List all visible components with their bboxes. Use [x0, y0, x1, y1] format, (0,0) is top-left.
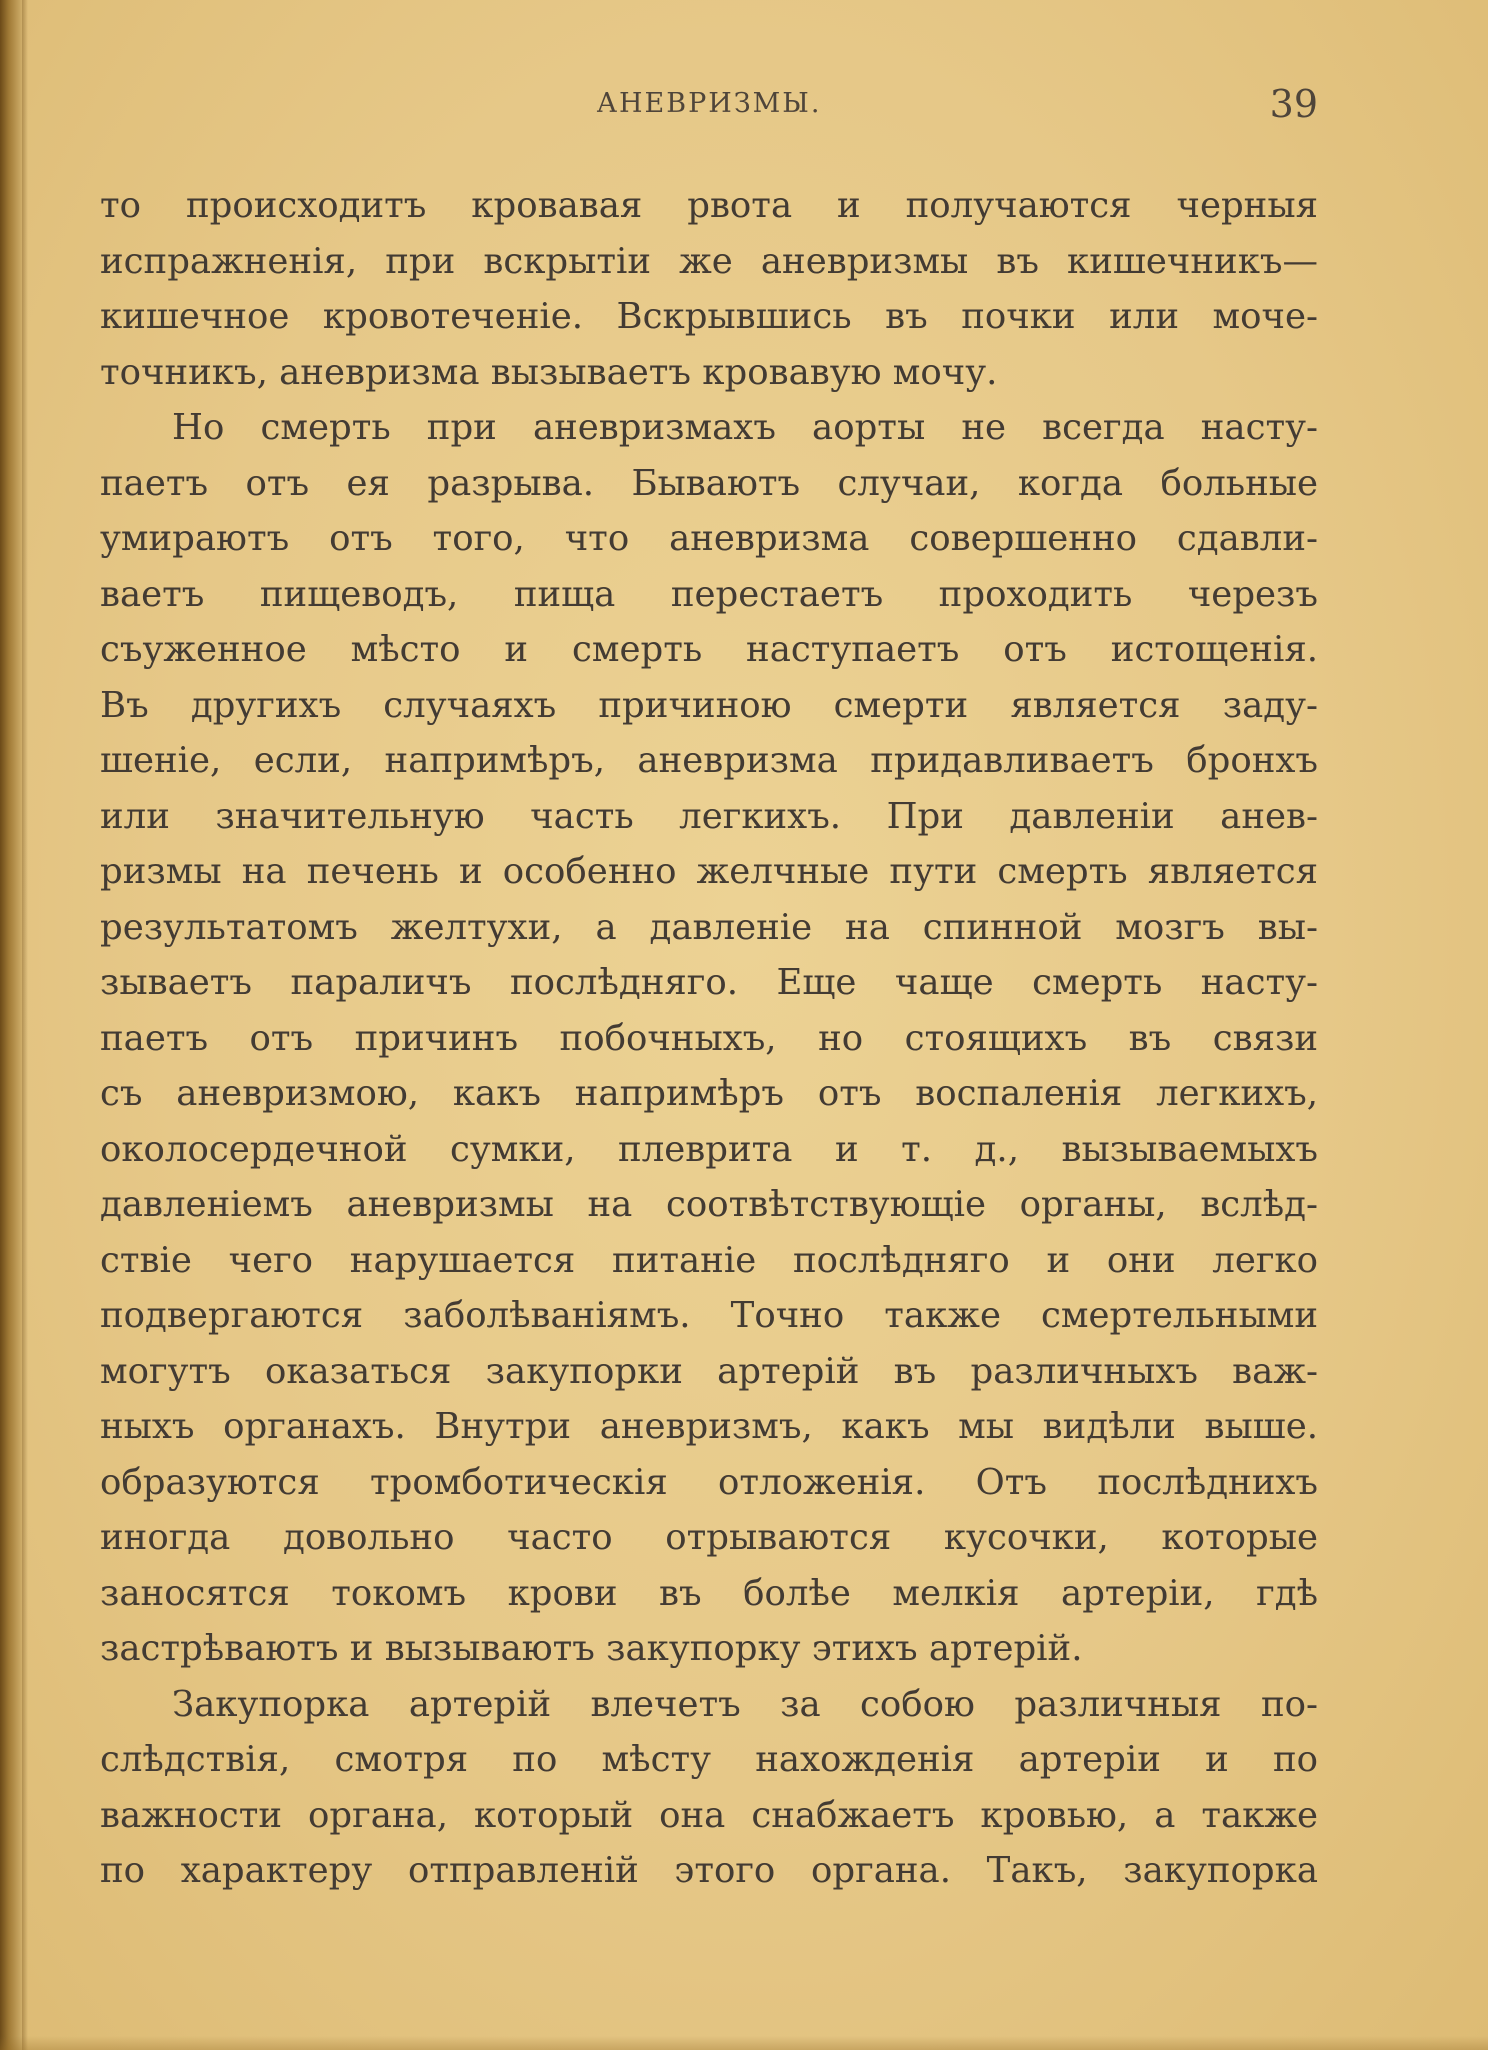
- text-line: кишечное кровотеченіе. Вскрывшись въ почки или моче-: [100, 296, 1318, 337]
- text-line: зываетъ параличъ послѣдняго. Еще чаще смерть насту-: [100, 962, 1318, 1003]
- text-line: Закупорка артерій влечетъ за собою различныя по-: [172, 1683, 1318, 1725]
- text-line: образуются тромботическія отложенія. Отъ послѣднихъ: [100, 1461, 1318, 1503]
- text-line: заносятся токомъ крови въ болѣе мелкія артеріи, гдѣ: [100, 1572, 1318, 1614]
- text-line: застрѣваютъ и вызываютъ закупорку этихъ артерій.: [100, 1628, 1083, 1669]
- text-line: результатомъ желтухи, а давленіе на спинной мозгъ вы-: [100, 906, 1318, 948]
- text-line: точникъ, аневризма вызываетъ кровавую мочу.: [100, 351, 998, 393]
- body-text: [100, 178, 1318, 1899]
- text-line: шеніе, если, напримѣръ, аневризма придавливаетъ бронхъ: [100, 740, 1318, 781]
- text-line: важности органа, который она снабжаетъ кровью, а также: [100, 1794, 1318, 1836]
- text-line: съ аневризмою, какъ напримѣръ отъ воспаленія легкихъ,: [100, 1073, 1318, 1114]
- text-line: съуженное мѣсто и смерть наступаетъ отъ истощенія.: [100, 629, 1318, 670]
- page-number: 39: [1269, 82, 1318, 126]
- text-line: давленіемъ аневризмы на соотвѣтствующіе органы, вслѣд-: [100, 1184, 1318, 1225]
- text-line: слѣдствія, смотря по мѣсту нахожденія артеріи и по: [100, 1739, 1318, 1780]
- text-line: испражненія, при вскрытіи же аневризмы въ кишечникъ—: [100, 240, 1318, 282]
- text-line: паетъ отъ ея разрыва. Бываютъ случаи, когда больные: [100, 462, 1318, 504]
- section-title: АНЕВРИЗМЫ.: [596, 88, 822, 119]
- text-line: паетъ отъ причинъ побочныхъ, но стоящихъ въ связи: [100, 1017, 1318, 1059]
- text-line: могутъ оказаться закупорки артерій въ различныхъ важ-: [100, 1350, 1318, 1392]
- book-spine-shadow: [0, 0, 22, 2050]
- text-line: то происходитъ кровавая рвота и получаются черныя: [100, 185, 1318, 226]
- text-line: Въ другихъ случаяхъ причиною смерти является заду-: [100, 684, 1318, 726]
- text-line: иногда довольно часто отрываются кусочки, которые: [100, 1517, 1318, 1558]
- text-line: ствіе чего нарушается питаніе послѣдняго и они легко: [100, 1239, 1318, 1281]
- text-line: умираютъ отъ того, что аневризма совершенно сдавли-: [100, 518, 1318, 559]
- text-line: подвергаются заболѣваніямъ. Точно также смертельными: [100, 1295, 1318, 1336]
- text-line: или значительную часть легкихъ. При давленіи анев-: [100, 795, 1318, 837]
- text-line: по характеру отправленій этого органа. Такъ, закупорка: [100, 1850, 1318, 1891]
- running-head: [100, 82, 1318, 132]
- text-line: ваетъ пищеводъ, пища перестаетъ проходить черезъ: [100, 573, 1318, 615]
- text-line: Но смерть при аневризмахъ аорты не всегда насту-: [172, 407, 1318, 448]
- spine-edge-gradient: [22, 0, 28, 2050]
- text-line: ныхъ органахъ. Внутри аневризмъ, какъ мы видѣли выше.: [100, 1406, 1318, 1447]
- bottom-edge-shadow: [0, 2036, 1488, 2050]
- text-line: околосердечной сумки, плеврита и т. д., вызываемыхъ: [100, 1128, 1318, 1170]
- text-line: ризмы на печень и особенно желчные пути смерть является: [100, 851, 1318, 892]
